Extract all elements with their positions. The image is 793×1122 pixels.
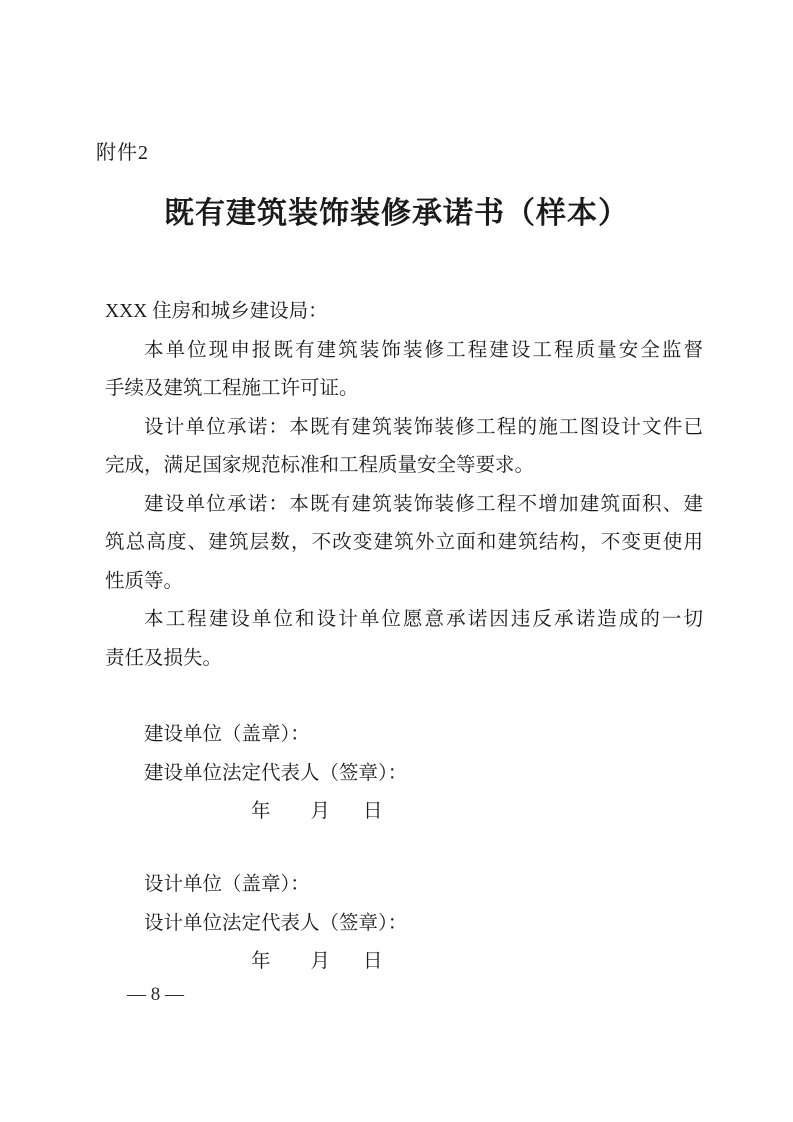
attachment-label: 附件2 bbox=[96, 142, 149, 164]
body-line: 责任及损失。 bbox=[105, 647, 223, 669]
body-line: 手续及建筑工程施工许可证。 bbox=[105, 378, 359, 399]
design-unit-signature-block bbox=[105, 866, 703, 982]
body-line: 本单位现申报既有建筑装饰装修工程建设工程质量安全监督 bbox=[144, 339, 703, 361]
month-label: 月 bbox=[310, 801, 331, 822]
day-label: 日 bbox=[363, 801, 383, 822]
page-number: — 8 — bbox=[127, 984, 184, 1005]
construction-unit-signature-block bbox=[105, 716, 703, 832]
year-label: 年 bbox=[251, 801, 271, 822]
body-line: 本工程建设单位和设计单位愿意承诺因违反承诺造成的一切 bbox=[144, 609, 703, 630]
body-line: 完成，满足国家规范标准和工程质量安全等要求。 bbox=[105, 455, 535, 476]
construction-unit-seal-line: 建设单位（盖章）： bbox=[144, 724, 310, 745]
design-unit-date-line bbox=[105, 943, 703, 982]
construction-unit-representative-line: 建设单位法定代表人（签章）： bbox=[144, 762, 408, 784]
body-line: 建设单位承诺：本既有建筑装饰装修工程不增加建筑面积、建 bbox=[144, 493, 703, 515]
body-line: 筑总高度、建筑层数，不改变建筑外立面和建筑结构，不变更使用 bbox=[105, 532, 703, 553]
document-title: 既有建筑装饰装修承诺书（样本） bbox=[164, 197, 629, 230]
year-label: 年 bbox=[251, 951, 271, 972]
month-label: 月 bbox=[310, 951, 331, 972]
body-line: 性质等。 bbox=[105, 570, 184, 592]
document-body bbox=[105, 293, 703, 678]
body-line: 设计单位承诺：本既有建筑装饰装修工程的施工图设计文件已 bbox=[144, 416, 703, 438]
salutation-line: XXX 住房和城乡建设局： bbox=[105, 301, 328, 322]
design-unit-seal-line: 设计单位（盖章）： bbox=[144, 874, 310, 895]
design-unit-representative-line: 设计单位法定代表人（签章）： bbox=[144, 912, 408, 934]
construction-unit-date-line bbox=[105, 793, 703, 832]
day-label: 日 bbox=[363, 951, 383, 972]
